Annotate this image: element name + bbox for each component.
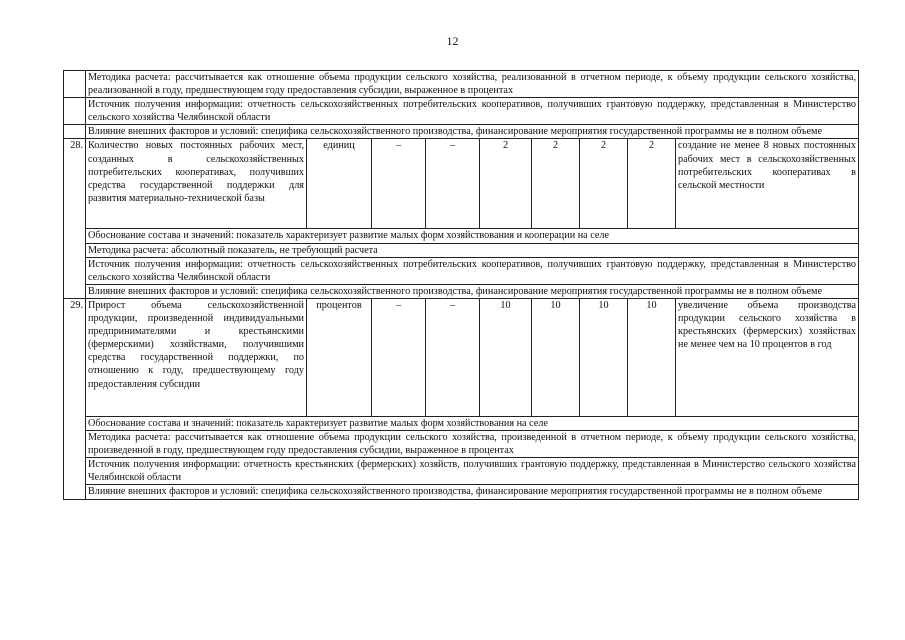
indicator-row bbox=[64, 139, 859, 229]
value-cell: 10 bbox=[480, 298, 532, 416]
table-row bbox=[64, 485, 859, 499]
table-row bbox=[64, 243, 859, 257]
value-cell: – bbox=[372, 298, 426, 416]
value-cell: 2 bbox=[580, 139, 628, 229]
justification-text: Обоснование состава и значений: показатель характеризует развитие малых форм хозяйствования на селе bbox=[86, 416, 859, 430]
indicator-number: 28. bbox=[64, 139, 86, 298]
value-cell: 2 bbox=[532, 139, 580, 229]
goal-cell: создание не менее 8 новых постоянных рабочих мест в сельскохозяйственных потребительских кооперативах в сельской местности bbox=[676, 139, 859, 229]
value-cell: – bbox=[372, 139, 426, 229]
empty-index-cell bbox=[64, 98, 86, 125]
goal-cell: увеличение объема производства продукции сельского хозяйства в крестьянских (фермерских) хозяйствах не менее чем на 10 процентов в год bbox=[676, 298, 859, 416]
value-cell: 2 bbox=[628, 139, 676, 229]
indicator-number: 29. bbox=[64, 298, 86, 499]
table-row bbox=[64, 71, 859, 98]
indicator-name: Прирост объема сельскохозяйственной продукции, произведенной индивидуальными предпринимателями и крестьянскими (фермерскими) хозяйствами, получившими средства государственной поддержки, по отношению к году, предшествующему году предоставления субсидии bbox=[86, 298, 307, 416]
table-row bbox=[64, 98, 859, 125]
table-row bbox=[64, 257, 859, 284]
value-cell: – bbox=[426, 298, 480, 416]
value-cell: 10 bbox=[580, 298, 628, 416]
method-text: Методика расчета: абсолютный показатель, не требующий расчета bbox=[86, 243, 859, 257]
indicator-name: Количество новых постоянных рабочих мест, созданных в сельскохозяйственных потребительских кооперативах, получивших средства государственной поддержки для развития материально-технической базы bbox=[86, 139, 307, 229]
value-cell: 2 bbox=[480, 139, 532, 229]
source-text: Источник получения информации: отчетность крестьянских (фермерских) хозяйств, получивших грантовую поддержку, представленная в Министерство сельского хозяйства Челябинской области bbox=[86, 458, 859, 485]
table-row bbox=[64, 458, 859, 485]
method-text: Методика расчета: рассчитывается как отношение объема продукции сельского хозяйства, реализованной в отчетном периоде, к объему продукции сельского хозяйства, реализованной в году, предшествующем году предоставления субсидии, выраженное в процентах bbox=[86, 71, 859, 98]
method-text: Методика расчета: рассчитывается как отношение объема продукции сельского хозяйства, произведенной в отчетном периоде, к объему продукции сельского хозяйства, произведенной в году, предшествующем году предоставления субсидии, выраженное в процентах bbox=[86, 431, 859, 458]
value-cell: – bbox=[426, 139, 480, 229]
empty-index-cell bbox=[64, 125, 86, 139]
value-cell: 10 bbox=[628, 298, 676, 416]
indicator-row bbox=[64, 298, 859, 416]
justification-text: Обоснование состава и значений: показатель характеризует развитие малых форм хозяйствования и кооперации на селе bbox=[86, 229, 859, 243]
page-number: 12 bbox=[446, 34, 459, 48]
source-text: Источник получения информации: отчетность сельскохозяйственных потребительских кооперативов, получивших грантовую поддержку, представленная в Министерство сельского хозяйства Челябинской области bbox=[86, 257, 859, 284]
influence-text: Влияние внешних факторов и условий: специфика сельскохозяйственного производства, финансирование мероприятия государственной программы не в полном объеме bbox=[86, 284, 859, 298]
empty-index-cell bbox=[64, 71, 86, 98]
value-cell: 10 bbox=[532, 298, 580, 416]
table-row bbox=[64, 431, 859, 458]
unit-cell: процентов bbox=[307, 298, 372, 416]
influence-text: Влияние внешних факторов и условий: специфика сельскохозяйственного производства, финансирование мероприятия государственной программы не в полном объеме bbox=[86, 485, 859, 499]
influence-text: Влияние внешних факторов и условий: специфика сельскохозяйственного производства, финансирование мероприятия государственной программы не в полном объеме bbox=[86, 125, 859, 139]
table-row bbox=[64, 284, 859, 298]
source-text: Источник получения информации: отчетность сельскохозяйственных потребительских кооперативов, получивших грантовую поддержку, представленная в Министерство сельского хозяйства Челябинской области bbox=[86, 98, 859, 125]
unit-cell: единиц bbox=[307, 139, 372, 229]
table-row bbox=[64, 416, 859, 430]
table-row bbox=[64, 125, 859, 139]
indicators-table bbox=[63, 70, 859, 500]
table-row bbox=[64, 229, 859, 243]
